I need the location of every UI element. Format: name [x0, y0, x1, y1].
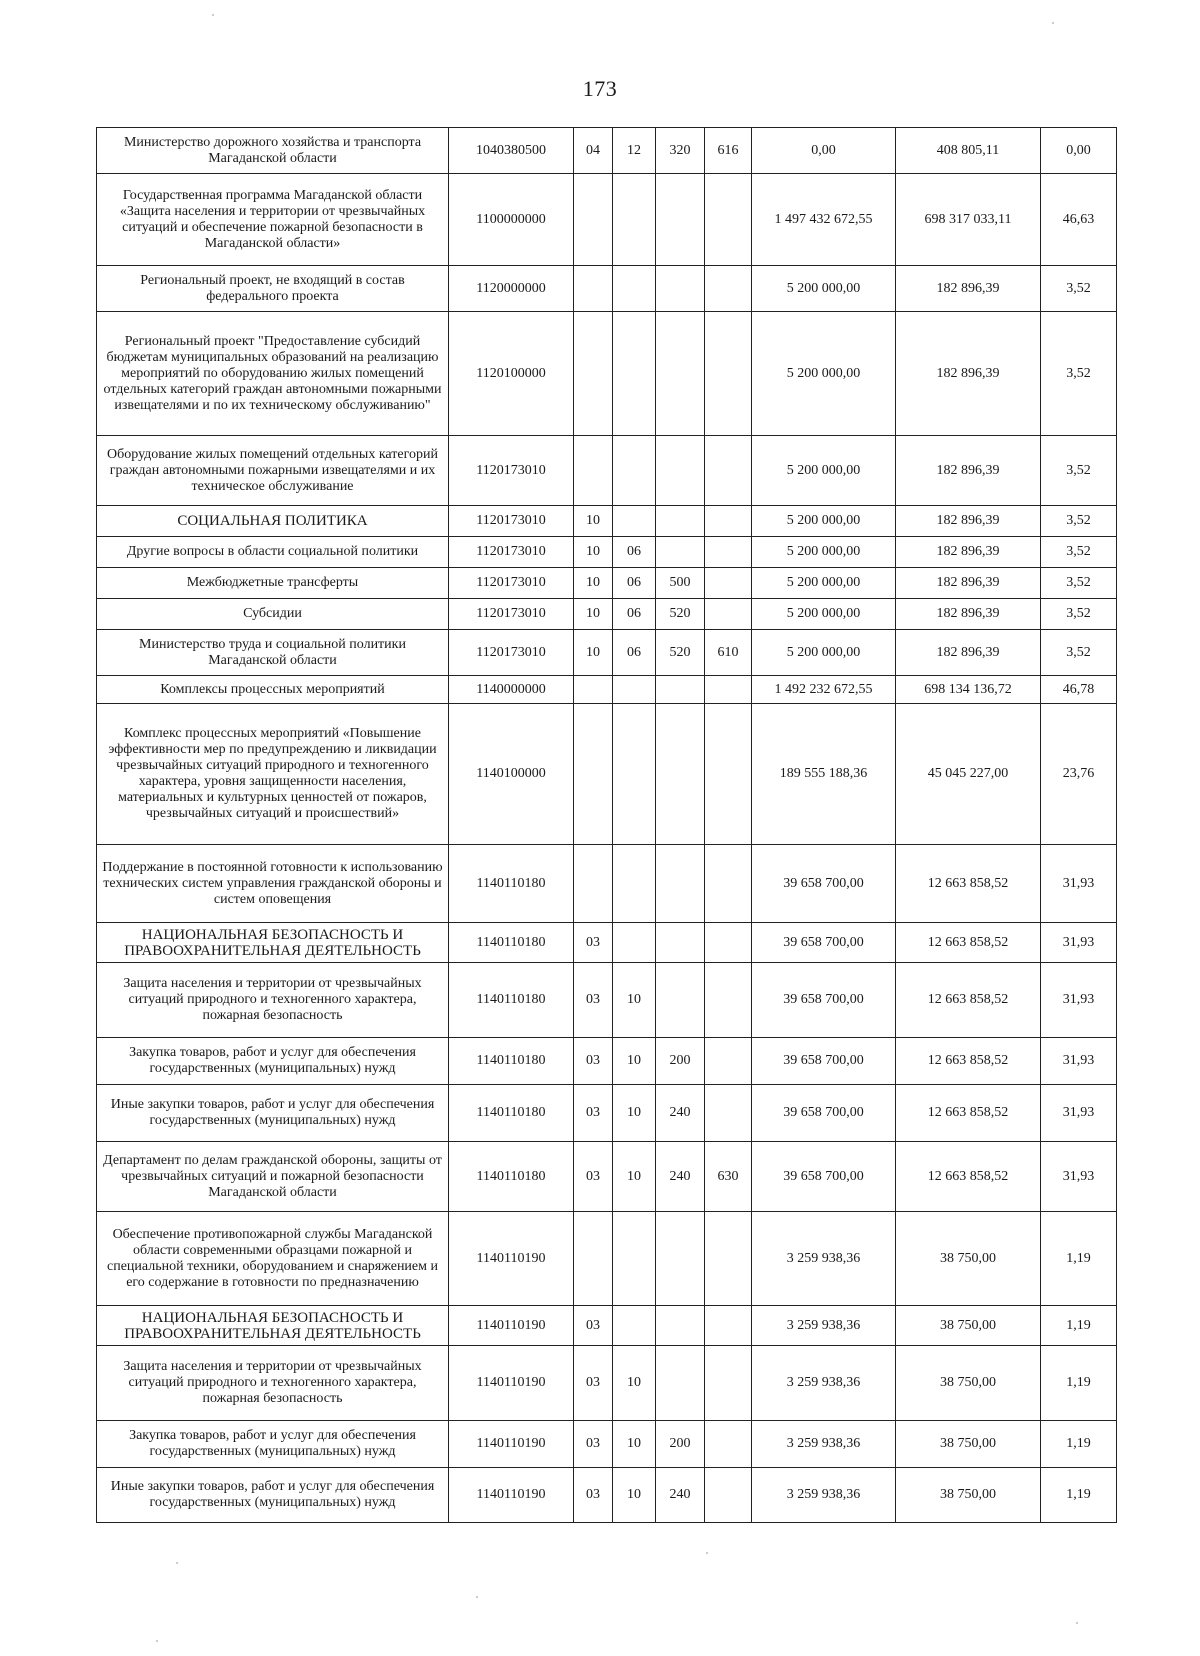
row-plan-cell: 3 259 938,36: [752, 1212, 896, 1306]
row-grbs-cell: [705, 599, 752, 630]
row-code-cell: 1140110190: [449, 1212, 574, 1306]
row-section-cell: [574, 266, 613, 312]
row-expense-type-cell: 320: [656, 128, 705, 174]
table-row: [97, 1468, 1117, 1523]
row-subsection-cell: [613, 704, 656, 845]
row-plan-cell: 5 200 000,00: [752, 506, 896, 537]
row-expense-type-cell: [656, 1212, 705, 1306]
budget-table-body: [97, 128, 1117, 1523]
row-percent-cell: 3,52: [1041, 599, 1117, 630]
row-name-cell: Субсидии: [97, 599, 449, 630]
row-grbs-cell: [705, 676, 752, 704]
row-code-cell: 1140110190: [449, 1468, 574, 1523]
row-fact-cell: 38 750,00: [896, 1212, 1041, 1306]
row-code-cell: 1120173010: [449, 436, 574, 506]
row-percent-cell: 3,52: [1041, 630, 1117, 676]
row-percent-cell: 3,52: [1041, 537, 1117, 568]
row-grbs-cell: [705, 1346, 752, 1421]
row-expense-type-cell: [656, 266, 705, 312]
row-grbs-cell: 616: [705, 128, 752, 174]
row-percent-cell: 3,52: [1041, 312, 1117, 436]
row-fact-cell: 12 663 858,52: [896, 1085, 1041, 1142]
row-percent-cell: 3,52: [1041, 506, 1117, 537]
row-percent-cell: 3,52: [1041, 568, 1117, 599]
row-fact-cell: 182 896,39: [896, 630, 1041, 676]
row-name-cell: Защита населения и территории от чрезвычайных ситуаций природного и техногенного характера, пожарная безопасность: [97, 963, 449, 1038]
row-plan-cell: 5 200 000,00: [752, 266, 896, 312]
row-plan-cell: 1 497 432 672,55: [752, 174, 896, 266]
table-row: [97, 174, 1117, 266]
row-percent-cell: 1,19: [1041, 1468, 1117, 1523]
row-fact-cell: 38 750,00: [896, 1468, 1041, 1523]
row-name-cell: Закупка товаров, работ и услуг для обеспечения государственных (муниципальных) нужд: [97, 1421, 449, 1468]
row-section-cell: 10: [574, 506, 613, 537]
row-fact-cell: 12 663 858,52: [896, 1038, 1041, 1085]
row-fact-cell: 182 896,39: [896, 537, 1041, 568]
row-subsection-cell: 10: [613, 1468, 656, 1523]
scan-speck: [1076, 1622, 1078, 1624]
row-code-cell: 1140110190: [449, 1421, 574, 1468]
row-percent-cell: 31,93: [1041, 845, 1117, 923]
row-expense-type-cell: [656, 537, 705, 568]
row-subsection-cell: 06: [613, 568, 656, 599]
row-expense-type-cell: [656, 174, 705, 266]
table-row: [97, 1421, 1117, 1468]
row-name-cell: Региональный проект, не входящий в состав федерального проекта: [97, 266, 449, 312]
row-plan-cell: 39 658 700,00: [752, 1085, 896, 1142]
row-name-cell: Министерство дорожного хозяйства и транспорта Магаданской области: [97, 128, 449, 174]
row-percent-cell: 0,00: [1041, 128, 1117, 174]
row-name-cell: Поддержание в постоянной готовности к использованию технических систем управления гражданской обороны и систем оповещения: [97, 845, 449, 923]
row-percent-cell: 31,93: [1041, 923, 1117, 963]
row-section-cell: 10: [574, 568, 613, 599]
row-section-cell: 03: [574, 1468, 613, 1523]
row-subsection-cell: [613, 312, 656, 436]
row-grbs-cell: 630: [705, 1142, 752, 1212]
table-row: [97, 1306, 1117, 1346]
table-row: [97, 1085, 1117, 1142]
row-percent-cell: 3,52: [1041, 436, 1117, 506]
row-code-cell: 1140110180: [449, 1038, 574, 1085]
row-plan-cell: 39 658 700,00: [752, 1038, 896, 1085]
table-row: [97, 1142, 1117, 1212]
row-fact-cell: 12 663 858,52: [896, 923, 1041, 963]
row-grbs-cell: [705, 568, 752, 599]
row-expense-type-cell: [656, 963, 705, 1038]
row-code-cell: 1140110190: [449, 1346, 574, 1421]
row-code-cell: 1120173010: [449, 506, 574, 537]
row-code-cell: 1100000000: [449, 174, 574, 266]
row-expense-type-cell: [656, 1346, 705, 1421]
row-percent-cell: 1,19: [1041, 1346, 1117, 1421]
row-name-cell: СОЦИАЛЬНАЯ ПОЛИТИКА: [97, 506, 449, 537]
table-row: [97, 963, 1117, 1038]
row-section-cell: [574, 312, 613, 436]
row-expense-type-cell: 240: [656, 1142, 705, 1212]
row-name-cell: Региональный проект "Предоставление субсидий бюджетам муниципальных образований на реализацию мероприятий по оборудованию жилых помещений отдельных категорий граждан автономными пожарными извещателями и по их техническому обслуживанию": [97, 312, 449, 436]
row-fact-cell: 408 805,11: [896, 128, 1041, 174]
row-expense-type-cell: [656, 506, 705, 537]
row-expense-type-cell: [656, 1306, 705, 1346]
row-fact-cell: 12 663 858,52: [896, 845, 1041, 923]
row-code-cell: 1120000000: [449, 266, 574, 312]
row-grbs-cell: [705, 1468, 752, 1523]
table-row: [97, 630, 1117, 676]
row-plan-cell: 5 200 000,00: [752, 312, 896, 436]
row-section-cell: [574, 174, 613, 266]
row-grbs-cell: [705, 704, 752, 845]
scan-speck: [176, 1562, 178, 1564]
row-code-cell: 1040380500: [449, 128, 574, 174]
row-grbs-cell: [705, 1038, 752, 1085]
row-percent-cell: 46,78: [1041, 676, 1117, 704]
row-fact-cell: 182 896,39: [896, 568, 1041, 599]
row-code-cell: 1120173010: [449, 599, 574, 630]
row-fact-cell: 182 896,39: [896, 506, 1041, 537]
row-percent-cell: 1,19: [1041, 1212, 1117, 1306]
row-subsection-cell: [613, 1306, 656, 1346]
row-plan-cell: 39 658 700,00: [752, 1142, 896, 1212]
row-grbs-cell: [705, 537, 752, 568]
table-row: [97, 537, 1117, 568]
row-expense-type-cell: 240: [656, 1468, 705, 1523]
row-expense-type-cell: [656, 312, 705, 436]
row-section-cell: 03: [574, 963, 613, 1038]
row-code-cell: 1120173010: [449, 537, 574, 568]
table-row: [97, 1038, 1117, 1085]
row-name-cell: Другие вопросы в области социальной политики: [97, 537, 449, 568]
row-code-cell: 1140110180: [449, 1142, 574, 1212]
row-percent-cell: 23,76: [1041, 704, 1117, 845]
row-expense-type-cell: 520: [656, 630, 705, 676]
row-plan-cell: 3 259 938,36: [752, 1421, 896, 1468]
row-name-cell: Департамент по делам гражданской обороны, защиты от чрезвычайных ситуаций и пожарной безопасности Магаданской области: [97, 1142, 449, 1212]
row-expense-type-cell: [656, 845, 705, 923]
row-subsection-cell: [613, 436, 656, 506]
row-plan-cell: 5 200 000,00: [752, 568, 896, 599]
row-name-cell: НАЦИОНАЛЬНАЯ БЕЗОПАСНОСТЬ И ПРАВООХРАНИТЕЛЬНАЯ ДЕЯТЕЛЬНОСТЬ: [97, 923, 449, 963]
row-section-cell: 03: [574, 923, 613, 963]
row-section-cell: [574, 676, 613, 704]
row-plan-cell: 39 658 700,00: [752, 923, 896, 963]
row-fact-cell: 182 896,39: [896, 266, 1041, 312]
row-subsection-cell: 06: [613, 537, 656, 568]
row-fact-cell: 38 750,00: [896, 1421, 1041, 1468]
row-plan-cell: 39 658 700,00: [752, 845, 896, 923]
row-section-cell: 03: [574, 1142, 613, 1212]
row-fact-cell: 182 896,39: [896, 599, 1041, 630]
row-section-cell: 10: [574, 537, 613, 568]
row-plan-cell: 5 200 000,00: [752, 630, 896, 676]
row-subsection-cell: [613, 845, 656, 923]
row-fact-cell: 182 896,39: [896, 312, 1041, 436]
row-percent-cell: 1,19: [1041, 1421, 1117, 1468]
row-plan-cell: 5 200 000,00: [752, 436, 896, 506]
row-expense-type-cell: [656, 676, 705, 704]
row-name-cell: Иные закупки товаров, работ и услуг для обеспечения государственных (муниципальных) нужд: [97, 1468, 449, 1523]
table-row: [97, 1212, 1117, 1306]
row-fact-cell: 38 750,00: [896, 1306, 1041, 1346]
row-grbs-cell: [705, 1306, 752, 1346]
row-subsection-cell: 12: [613, 128, 656, 174]
scan-speck: [156, 1640, 158, 1642]
row-section-cell: [574, 845, 613, 923]
row-percent-cell: 31,93: [1041, 1038, 1117, 1085]
row-section-cell: 03: [574, 1346, 613, 1421]
row-expense-type-cell: 520: [656, 599, 705, 630]
row-expense-type-cell: 200: [656, 1421, 705, 1468]
row-percent-cell: 46,63: [1041, 174, 1117, 266]
row-grbs-cell: [705, 923, 752, 963]
row-name-cell: Обеспечение противопожарной службы Магаданской области современными образцами пожарной и специальной техники, оборудованием и снаряжением и его содержание в готовности по предназначению: [97, 1212, 449, 1306]
row-subsection-cell: 10: [613, 1085, 656, 1142]
row-plan-cell: 3 259 938,36: [752, 1468, 896, 1523]
table-row: [97, 923, 1117, 963]
row-plan-cell: 0,00: [752, 128, 896, 174]
row-grbs-cell: [705, 1085, 752, 1142]
row-name-cell: Закупка товаров, работ и услуг для обеспечения государственных (муниципальных) нужд: [97, 1038, 449, 1085]
row-grbs-cell: [705, 1421, 752, 1468]
row-section-cell: 03: [574, 1421, 613, 1468]
scan-speck: [1052, 22, 1054, 24]
row-grbs-cell: [705, 506, 752, 537]
row-code-cell: 1120173010: [449, 630, 574, 676]
table-row: [97, 599, 1117, 630]
row-expense-type-cell: [656, 923, 705, 963]
row-code-cell: 1140110180: [449, 923, 574, 963]
table-row: [97, 568, 1117, 599]
row-code-cell: 1140110180: [449, 1085, 574, 1142]
budget-table: [96, 127, 1117, 1523]
row-grbs-cell: [705, 1212, 752, 1306]
table-row: [97, 676, 1117, 704]
row-plan-cell: 3 259 938,36: [752, 1306, 896, 1346]
row-name-cell: Комплексы процессных мероприятий: [97, 676, 449, 704]
row-plan-cell: 39 658 700,00: [752, 963, 896, 1038]
row-plan-cell: 5 200 000,00: [752, 537, 896, 568]
row-expense-type-cell: 240: [656, 1085, 705, 1142]
row-name-cell: Оборудование жилых помещений отдельных категорий граждан автономными пожарными извещателями и их техническое обслуживание: [97, 436, 449, 506]
row-subsection-cell: 10: [613, 1038, 656, 1085]
row-expense-type-cell: 500: [656, 568, 705, 599]
row-subsection-cell: 10: [613, 1142, 656, 1212]
row-grbs-cell: [705, 436, 752, 506]
table-row: [97, 312, 1117, 436]
table-row: [97, 506, 1117, 537]
row-fact-cell: 698 317 033,11: [896, 174, 1041, 266]
table-row: [97, 436, 1117, 506]
row-fact-cell: 12 663 858,52: [896, 963, 1041, 1038]
row-subsection-cell: 06: [613, 599, 656, 630]
row-grbs-cell: 610: [705, 630, 752, 676]
row-subsection-cell: 10: [613, 1346, 656, 1421]
row-subsection-cell: [613, 506, 656, 537]
row-subsection-cell: [613, 174, 656, 266]
scan-speck: [706, 1552, 708, 1554]
row-plan-cell: 5 200 000,00: [752, 599, 896, 630]
row-percent-cell: 31,93: [1041, 1085, 1117, 1142]
row-subsection-cell: 10: [613, 1421, 656, 1468]
row-section-cell: 03: [574, 1085, 613, 1142]
page-number: 173: [582, 76, 618, 101]
row-subsection-cell: [613, 266, 656, 312]
row-code-cell: 1140100000: [449, 704, 574, 845]
row-grbs-cell: [705, 963, 752, 1038]
row-name-cell: НАЦИОНАЛЬНАЯ БЕЗОПАСНОСТЬ И ПРАВООХРАНИТЕЛЬНАЯ ДЕЯТЕЛЬНОСТЬ: [97, 1306, 449, 1346]
row-subsection-cell: [613, 676, 656, 704]
row-code-cell: 1140110180: [449, 963, 574, 1038]
scan-speck: [212, 14, 214, 16]
table-row: [97, 128, 1117, 174]
row-name-cell: Комплекс процессных мероприятий «Повышение эффективности мер по предупреждению и ликвидации чрезвычайных ситуаций природного и техногенного характера, уровня защищенности населения, материальных и культурных ценностей от пожаров, чрезвычайных ситуаций и происшествий»: [97, 704, 449, 845]
row-code-cell: 1140110180: [449, 845, 574, 923]
row-subsection-cell: [613, 923, 656, 963]
row-fact-cell: 698 134 136,72: [896, 676, 1041, 704]
row-percent-cell: 31,93: [1041, 963, 1117, 1038]
table-row: [97, 704, 1117, 845]
row-subsection-cell: [613, 1212, 656, 1306]
row-section-cell: [574, 704, 613, 845]
row-code-cell: 1140110190: [449, 1306, 574, 1346]
row-plan-cell: 1 492 232 672,55: [752, 676, 896, 704]
table-row: [97, 1346, 1117, 1421]
row-fact-cell: 45 045 227,00: [896, 704, 1041, 845]
row-fact-cell: 38 750,00: [896, 1346, 1041, 1421]
scan-speck: [476, 1596, 478, 1598]
row-expense-type-cell: 200: [656, 1038, 705, 1085]
row-section-cell: [574, 436, 613, 506]
row-subsection-cell: 10: [613, 963, 656, 1038]
row-fact-cell: 12 663 858,52: [896, 1142, 1041, 1212]
row-name-cell: Государственная программа Магаданской области «Защита населения и территории от чрезвычайных ситуаций и обеспечение пожарной безопасности в Магаданской области»: [97, 174, 449, 266]
row-grbs-cell: [705, 174, 752, 266]
row-name-cell: Межбюджетные трансферты: [97, 568, 449, 599]
row-percent-cell: 1,19: [1041, 1306, 1117, 1346]
row-section-cell: 10: [574, 630, 613, 676]
row-section-cell: 03: [574, 1306, 613, 1346]
row-code-cell: 1140000000: [449, 676, 574, 704]
table-row: [97, 266, 1117, 312]
row-expense-type-cell: [656, 436, 705, 506]
row-name-cell: Защита населения и территории от чрезвычайных ситуаций природного и техногенного характера, пожарная безопасность: [97, 1346, 449, 1421]
row-section-cell: 03: [574, 1038, 613, 1085]
row-name-cell: Иные закупки товаров, работ и услуг для обеспечения государственных (муниципальных) нужд: [97, 1085, 449, 1142]
row-grbs-cell: [705, 845, 752, 923]
row-percent-cell: 31,93: [1041, 1142, 1117, 1212]
row-fact-cell: 182 896,39: [896, 436, 1041, 506]
row-subsection-cell: 06: [613, 630, 656, 676]
row-plan-cell: 189 555 188,36: [752, 704, 896, 845]
row-section-cell: 10: [574, 599, 613, 630]
row-grbs-cell: [705, 266, 752, 312]
row-grbs-cell: [705, 312, 752, 436]
row-name-cell: Министерство труда и социальной политики Магаданской области: [97, 630, 449, 676]
row-expense-type-cell: [656, 704, 705, 845]
row-section-cell: [574, 1212, 613, 1306]
row-section-cell: 04: [574, 128, 613, 174]
row-percent-cell: 3,52: [1041, 266, 1117, 312]
row-plan-cell: 3 259 938,36: [752, 1346, 896, 1421]
table-row: [97, 845, 1117, 923]
row-code-cell: 1120100000: [449, 312, 574, 436]
row-code-cell: 1120173010: [449, 568, 574, 599]
